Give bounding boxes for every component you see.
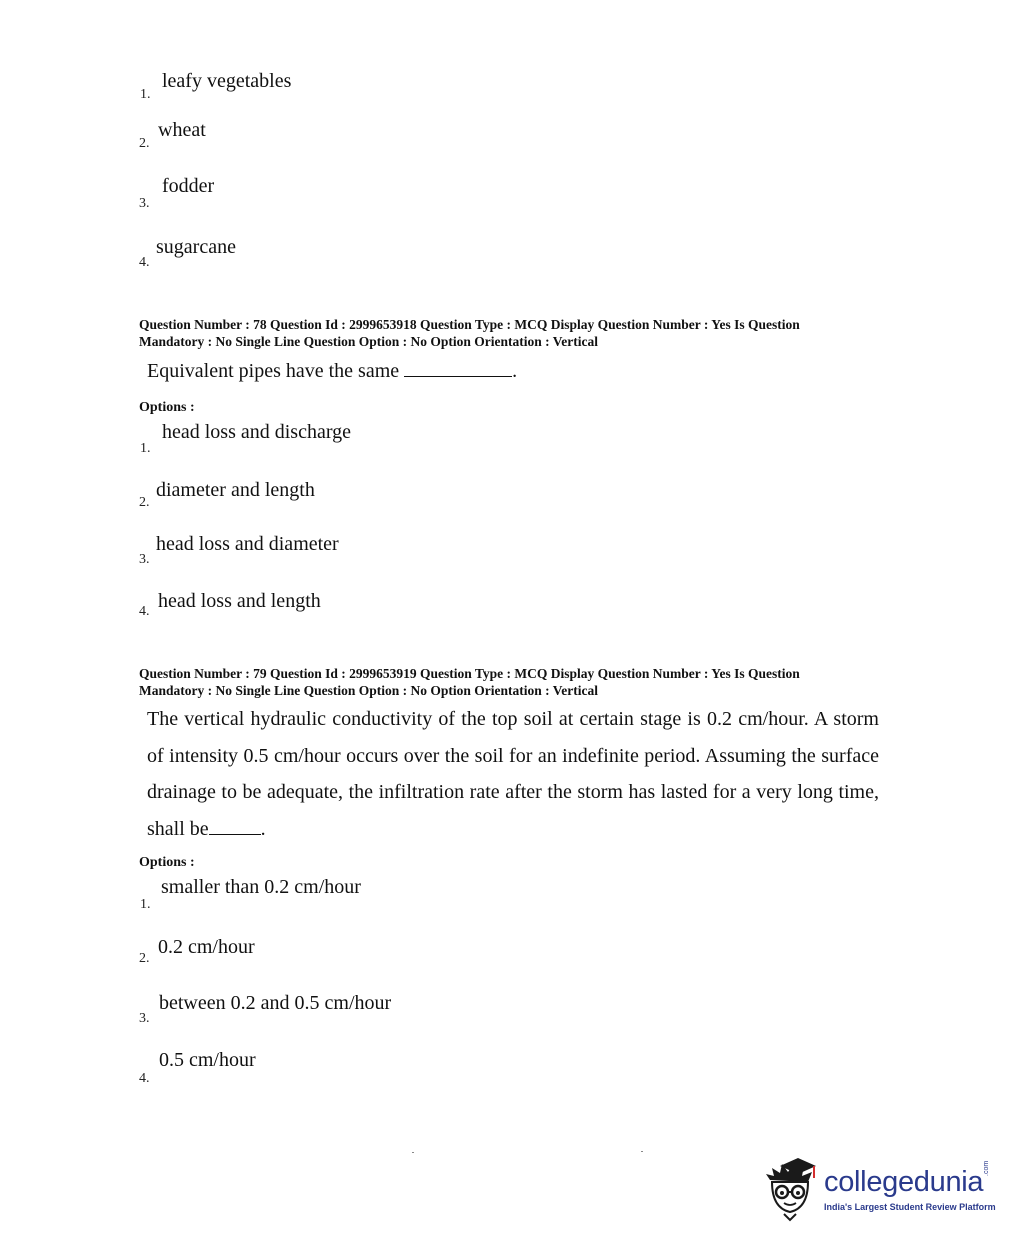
question-text: Equivalent pipes have the same	[147, 360, 400, 382]
meta-line: Question Number : 78 Question Id : 2999653918 Question Type : MCQ Display Question Number : Yes Is Question	[139, 317, 800, 332]
logo-wordmark: collegedunia	[824, 1166, 984, 1198]
option-text: 0.5 cm/hour	[159, 1049, 256, 1071]
question-end: .	[512, 360, 518, 382]
question-78-meta	[139, 316, 879, 350]
option-text: between 0.2 and 0.5 cm/hour	[159, 992, 392, 1014]
option-number: 2.	[139, 951, 150, 966]
option-text: 0.2 cm/hour	[158, 936, 255, 958]
option-text: head loss and discharge	[162, 421, 352, 443]
option-number: 2.	[139, 136, 150, 151]
option-number: 1.	[140, 897, 151, 912]
option-number: 4.	[139, 604, 150, 619]
option-number: 4.	[139, 255, 150, 270]
mascot-icon	[762, 1152, 822, 1224]
collegedunia-logo	[762, 1152, 996, 1224]
option-text: sugarcane	[156, 236, 236, 258]
option-number: 1.	[140, 441, 151, 456]
logo-com: .com	[983, 1160, 990, 1176]
option-text: head loss and length	[158, 590, 321, 612]
option-number: 3.	[139, 196, 150, 211]
answer-blank	[209, 818, 261, 835]
meta-line: Mandatory : No Single Line Question Option : No Option Orientation : Vertical	[139, 334, 599, 349]
option-text: diameter and length	[156, 479, 315, 501]
answer-blank	[404, 360, 512, 377]
option-number: 4.	[139, 1071, 150, 1086]
option-number: 1.	[140, 87, 151, 102]
option-text: wheat	[158, 119, 206, 141]
stray-mark	[412, 1152, 414, 1153]
meta-line: Question Number : 79 Question Id : 2999653919 Question Type : MCQ Display Question Number : Yes Is Question	[139, 666, 800, 681]
question-79-meta	[139, 665, 879, 699]
option-number: 2.	[139, 495, 150, 510]
logo-tagline: India's Largest Student Review Platform	[824, 1202, 996, 1212]
option-number: 3.	[139, 1011, 150, 1026]
meta-line: Mandatory : No Single Line Question Option : No Option Orientation : Vertical	[139, 683, 599, 698]
stray-mark	[641, 1151, 643, 1152]
option-text: fodder	[162, 175, 215, 197]
question-text: The vertical hydraulic conductivity of the top soil at certain stage is 0.2 cm/hour. A storm of intensity 0.5 cm/hour occurs over the soil for an indefinite period. Assuming the surface drainage to be adequate, the infiltration rate after the storm has lasted for a very long time, shall be	[147, 708, 879, 840]
options-label: Options :	[139, 855, 195, 870]
option-number: 3.	[139, 552, 150, 567]
option-text: smaller than 0.2 cm/hour	[161, 876, 361, 898]
option-text: head loss and diameter	[156, 533, 339, 555]
question-79-text	[147, 701, 879, 847]
question-end: .	[260, 817, 266, 840]
option-text: leafy vegetables	[162, 70, 292, 92]
question-78-text	[147, 360, 517, 383]
options-label: Options :	[139, 400, 195, 415]
